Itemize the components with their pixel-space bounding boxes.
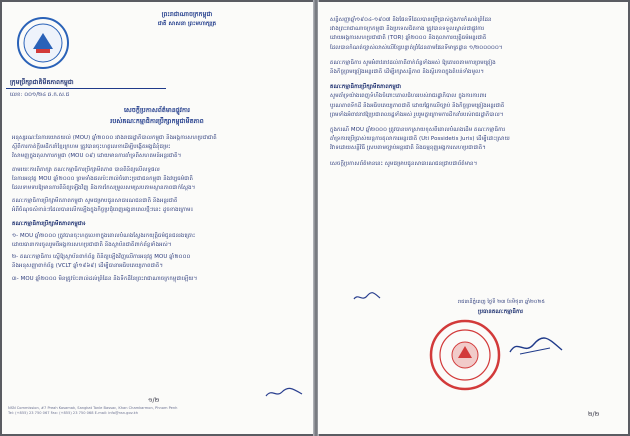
intro-paragraphs	[12, 134, 306, 284]
document-title: សេចក្តីប្រកាសព័ត៌មានផ្លូវការ	[123, 107, 191, 114]
official-red-stamp-icon	[428, 318, 502, 392]
motto-line: ជាតិ សាសនា ព្រះមហាក្សត្រ	[157, 21, 217, 27]
list-item: ដោយធានាការចូលរួមពីអង្គការសហប្រជាជាតិ និងស្ថាប័នជាតិពាក់ព័ន្ធទាំងអស់។	[12, 242, 172, 249]
footer	[8, 406, 308, 416]
footer-contact: Tel: (+855) 23 750 067 Fax: (+855) 23 750 068 E-mail: info@nsn.gov.kh	[8, 411, 138, 415]
document-subtitle: របស់គណៈកម្មាធិការប្រឹក្សាកម្ពុជាមីតភាព	[110, 118, 204, 125]
paragraph-line: ស្តីពីការកាត់ក្តីមេដឹកនាំខ្មែរក្រហម ត្រូវបានចុះហត្ថលេខាដើម្បីបង្កើតអង្គជំនុំជម្រះ	[12, 144, 171, 151]
organization-name: ក្រុមប្រឹក្សាជាតិមីតភាពកម្ពុជា	[10, 79, 74, 86]
continued-paragraphs	[330, 16, 620, 169]
paragraph-line: រវាងព្រះរាជាណាចក្រកម្ពុជា និងប្រទេសជិតខាង ត្រូវបានទទួលស្គាល់ជាផ្លូវការ	[330, 26, 485, 33]
handwritten-signature-icon	[264, 386, 304, 400]
paragraph-line: បូរណភាពទឹកដី និងអធិបតេយ្យភាពជាតិ ដោយផ្អែកលើច្បាប់ និងកិច្ចព្រមព្រៀងអន្តរជាតិ	[330, 102, 505, 109]
page-number: ១/២	[148, 397, 160, 404]
list-item: ១- MOU ឆ្នាំ២០០០ ត្រូវបានចុះហត្ថលេខាក្នុងគោលបំណងស្វែងរកយុត្តិធម៌ជូនជនរងគ្រោះ	[12, 232, 196, 239]
handwritten-signature-icon	[506, 336, 566, 358]
date-line: រាជធានីភ្នំពេញ ថ្ងៃទី ២៣ ខែមិថុនា ឆ្នាំ២០២៥	[458, 299, 546, 305]
paragraph-line: គាំទ្រការប្រើប្រាស់យន្តការតុលាការអន្តរជាតិ (Uti Possidetis Juris) ដើម្បីដោះស្រាយ	[330, 136, 510, 143]
page-number: ២/២	[588, 411, 600, 418]
paragraph-line: សូមគាំទ្រយ៉ាងពេញទំហឹងចំពោះគោលជំហររបស់រាជរដ្ឋាភិបាល ក្នុងការការពារ	[330, 93, 487, 100]
paragraph-line: គណៈកម្មាធិការ សូមអំពាវនាវដល់ភាគីពាក់ព័ន្ធទាំងអស់ ឱ្យគោរពតាមការព្រមព្រៀង	[330, 59, 496, 66]
paragraph-line: វិវាទដោយសន្តិវិធី ស្របតាមច្បាប់អន្តរជាតិ និងធម្មនុញ្ញអង្គការសហប្រជាជាតិ។	[330, 145, 486, 152]
paragraph-line: ដោយអង្គការសហប្រជាជាតិ (TOR) ឆ្នាំ២០០០ និងតុលាការយុត្តិធម៌អន្តរជាតិ	[330, 35, 487, 42]
paragraph-line: សន្ធិសញ្ញាឆ្នាំ១៩០៤-១៩០៧ និងផែនទីដែលបានប្រើប្រាស់ក្នុងការកំណត់ព្រំដែន	[330, 17, 492, 23]
list-item: និងអនុសញ្ញាពាក់ព័ន្ធ (VCLT ឆ្នាំ១៩៦៩) ដើម្បីធានាអធិបតេយ្យភាពជាតិ។	[12, 263, 163, 270]
paragraph-line: អនុស្សរណៈនៃការយោគយល់ (MOU) ឆ្នាំ២០០០ រវាងរាជរដ្ឋាភិបាលកម្ពុជា និងអង្គការសហប្រជាជាតិ	[12, 135, 217, 141]
footer-address: NSN Commission, #7 Preah Kosamak, Sangkat Tonle Bassac, Khan Chamkarmon, Phnom Penh	[8, 406, 178, 410]
divider	[6, 88, 166, 89]
handwritten-signature-icon	[352, 290, 382, 304]
page-one	[2, 2, 314, 434]
paragraph-line: ក្នុងករណី MOU ឆ្នាំ២០០០ ត្រូវបានបកស្រាយខុសពីគោលបំណងដើម គណៈកម្មាធិការ	[330, 127, 506, 134]
kingdom-line: ព្រះរាជាណាចក្រកម្ពុជា	[161, 11, 213, 18]
signer-title: ប្រធានគណៈកម្មាធិការ	[478, 309, 524, 315]
commission-seal-icon	[16, 16, 70, 70]
list-item: ៣- MOU ឆ្នាំ២០០០ មិនត្រូវប៉ះពាល់ដល់ព្រំដែន និងទឹកដីនៃព្រះរាជាណាចក្រកម្ពុជាឡើយ។	[12, 275, 198, 282]
paragraph-line: នៃការអនុវត្ត MOU ឆ្នាំ២០០០ ព្រមទាំងផលប៉ះពាល់ចំពោះប្រជាជនកម្ពុជា និងវប្បធម៌ជាតិ	[12, 175, 194, 182]
closing-line: សេចក្តីប្រកាសព័ត៌មាននេះ សូមជម្រាបជូនសាធារណជនជ្រាបជាព័ត៌មាន។	[330, 160, 478, 167]
section-heading: គណៈកម្មាធិការប្រឹក្សាមីតភាពកម្ពុជា	[330, 84, 402, 91]
paragraph-line: ដែលទាមទារឱ្យមានការពិនិត្យឡើងវិញ និងការកែសម្រួលសមស្របតាមស្ថានភាពជាក់ស្តែង។	[12, 185, 196, 192]
paragraph-line: អំពីចំណុចសំខាន់ៗដែលបានលើកឡើងក្នុងកិច្ចប្រជុំពេញអង្គនាពេលថ្មីៗនេះ ដូចខាងក្រោម៖	[12, 207, 194, 214]
section-heading: គណៈកម្មាធិការប្រឹក្សាមីតភាពកម្ពុជា៖	[12, 220, 86, 227]
list-item: ២- គណៈកម្មាធិការ ស្នើឱ្យស្ថាប័នពាក់ព័ន្ធ ពិនិត្យឡើងវិញលើការអនុវត្ត MOU ឆ្នាំ២០០០	[12, 254, 191, 261]
paragraph-line: តាមរយៈការពិភាក្សា គណៈកម្មាធិការប្រឹក្សាមីតភាព បានពិនិត្យលើលទ្ធផល	[12, 166, 160, 173]
paragraph-line: ដែលបានកំណត់ច្បាស់លាស់លើខ្សែបន្ទាត់ព្រំដែនតាមផែនទីមាត្រដ្ឋាន ១/២០០០០០។	[330, 44, 503, 51]
paragraph-line: វិសាមញ្ញក្នុងតុលាការកម្ពុជា (MOU ០៩) ដោយមានការគាំទ្រពីសហគមន៍អន្តរជាតិ។	[12, 153, 182, 160]
paragraph-line: ព្រមទាំងអំពាវនាវឱ្យប្រជាពលរដ្ឋទាំងអស់ រួបរួមគ្នាក្រោមការដឹកនាំរបស់រាជរដ្ឋាភិបាល។	[330, 111, 504, 118]
paragraph-line: និងកិច្ចព្រមព្រៀងអន្តរជាតិ ដើម្បីរក្សាសន្តិភាព និងស្ថិរភាពក្នុងតំបន់ទាំងមូល។	[330, 69, 484, 76]
reference-number: លេខ: ០០១/២៤ ឆ.ក.ស.ជ	[10, 92, 70, 98]
paragraph-line: គណៈកម្មាធិការប្រឹក្សាមីតភាពកម្ពុជា សូមជម្រាបជូនសាធារណជនជាតិ និងអន្តរជាតិ	[12, 198, 178, 205]
